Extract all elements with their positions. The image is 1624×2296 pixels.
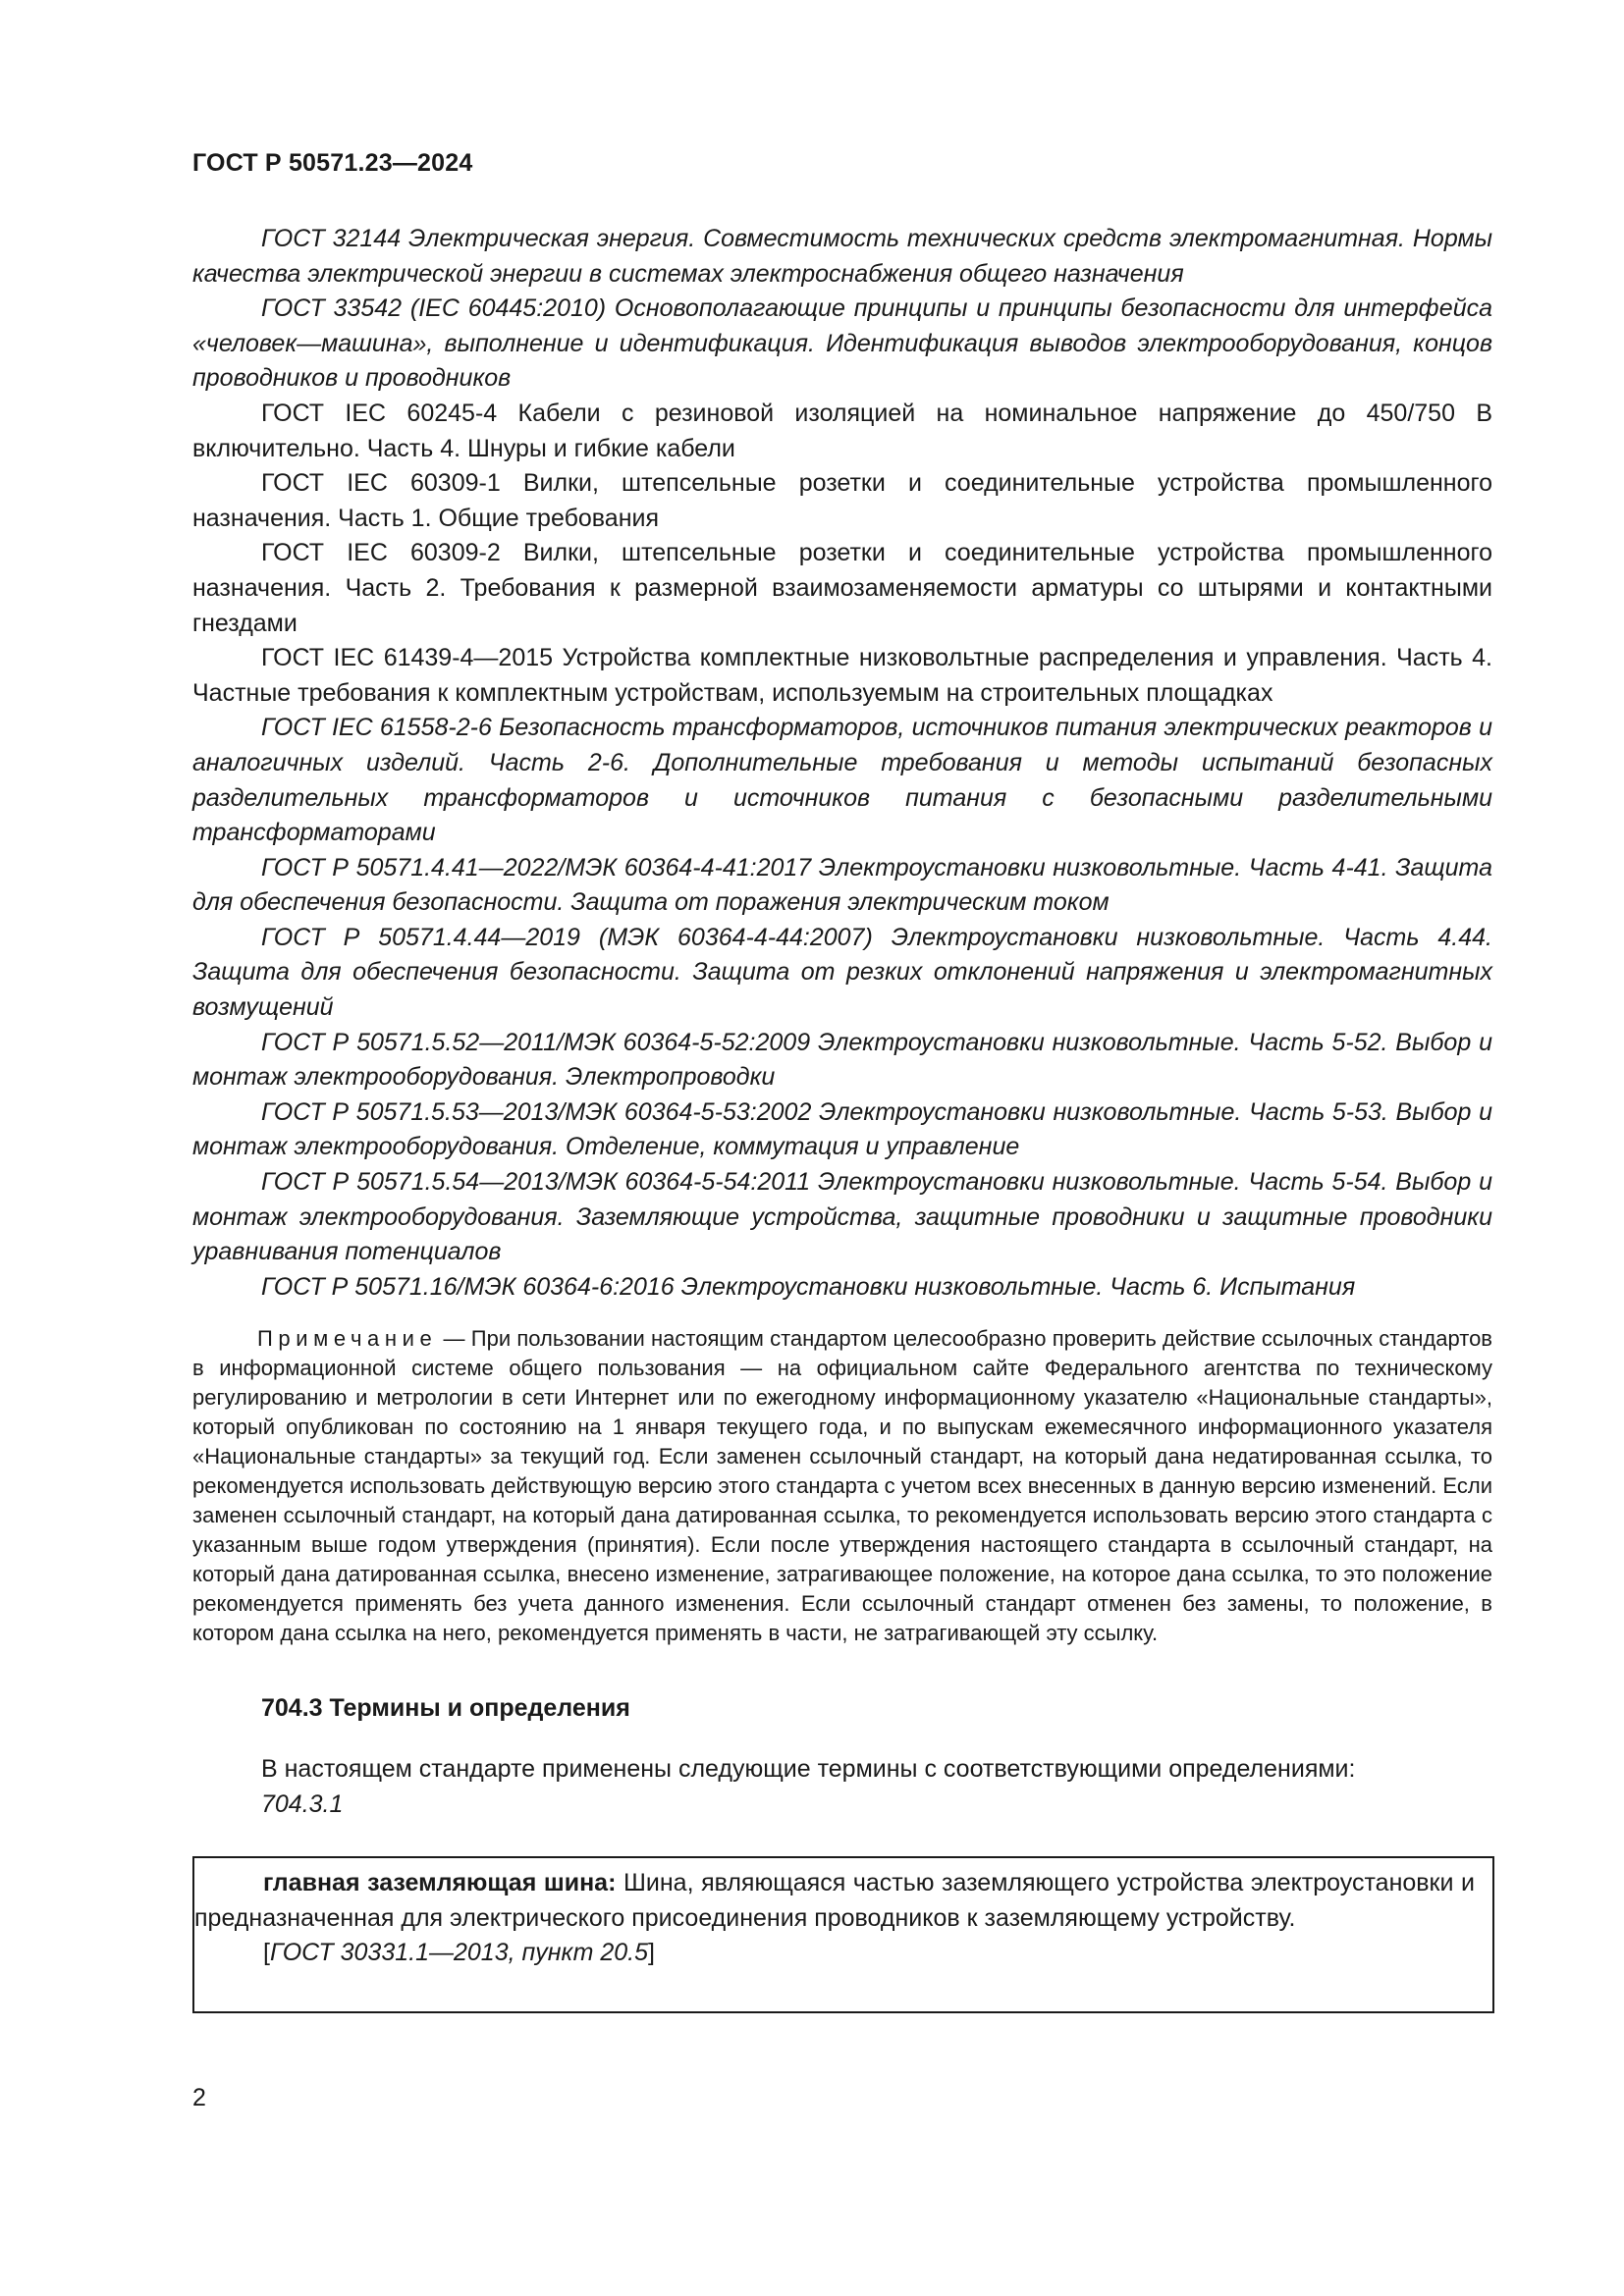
reference-item: ГОСТ Р 50571.16/МЭК 60364-6:2016 Электроустановки низковольтные. Часть 6. Испытания (261, 1272, 1356, 1301)
reference-item: ГОСТ Р 50571.5.53—2013/МЭК 60364-5-53:2002 Электроустановки низковольтные. Часть 5-53. Выбор и монтаж электрооборудования. Отделение, коммутация и управление (192, 1097, 1492, 1161)
source-close-bracket: ] (648, 1939, 655, 1967)
source-reference: ГОСТ 30331.1—2013, пункт 20.5 (269, 1939, 649, 1967)
reference-item: ГОСТ Р 50571.5.52—2011/МЭК 60364-5-52:2009 Электроустановки низковольтные. Часть 5-52. Выбор и монтаж электрооборудования. Электропроводки (192, 1028, 1492, 1092)
page-number: 2 (192, 2084, 206, 2111)
reference-item: ГОСТ IEC 60309-1 Вилки, штепсельные розетки и соединительные устройства промышленного назначения. Часть 1. Общие требования (192, 469, 1492, 532)
term-number: 704.3.1 (261, 1789, 344, 1818)
main-content (192, 222, 1492, 1822)
reference-item: ГОСТ Р 50571.4.44—2019 (МЭК 60364-4-44:2007) Электроустановки низковольтные. Часть 4.44. Защита для обеспечения безопасности. Защита от резких отклонений напряжения и электромагнитных возмущений (192, 923, 1492, 1022)
document-header: ГОСТ Р 50571.23—2024 (192, 149, 473, 177)
definition-term: главная заземляющая шина: (263, 1869, 617, 1896)
source-open-bracket: [ (263, 1939, 270, 1967)
reference-item: ГОСТ Р 50571.5.54—2013/МЭК 60364-5-54:2011 Электроустановки низковольтные. Часть 5-54. Выбор и монтаж электрооборудования. Заземляющие устройства, защитные проводники и защитные проводники уравнивания потенциалов (192, 1168, 1492, 1266)
reference-item: ГОСТ IEC 60245-4 Кабели с резиновой изоляцией на номинальное напряжение до 450/750 В включительно. Часть 4. Шнуры и гибкие кабели (192, 399, 1492, 462)
reference-item: ГОСТ 33542 (IEC 60445:2010) Основополагающие принципы и принципы безопасности для интерфейса «человек—машина», выполнение и идентификация. Идентификация выводов электрооборудования, концов проводников и проводников (192, 294, 1492, 393)
section-title: 704.3 Термины и определения (261, 1694, 630, 1723)
reference-item: ГОСТ 32144 Электрическая энергия. Совместимость технических средств электромагнитная. Нормы качества электрической энергии в системах электроснабжения общего назначения (192, 225, 1492, 288)
reference-item: ГОСТ IEC 61558-2-6 Безопасность трансформаторов, источников питания электрических реакторов и аналогичных изделий. Часть 2-6. Дополнительные требования и методы испытаний безопасных разделительных трансформаторов и источников питания с безопасными разделительными трансформаторами (192, 714, 1492, 847)
definition-body: Шина, являющаяся частью заземляющего устройства электроустановки и предназначенная для электрического присоединения проводников к заземляющему устройству. (194, 1869, 1475, 1932)
reference-item: ГОСТ IEC 60309-2 Вилки, штепсельные розетки и соединительные устройства промышленного назначения. Часть 2. Требования к размерной взаимозаменяемости арматуры со штырями и контактными гнездами (192, 539, 1492, 637)
definition-box (192, 1856, 1494, 2013)
intro-text: В настоящем стандарте применены следующие термины с соответствующими определениями: (261, 1755, 1356, 1783)
references-list (192, 222, 1492, 1305)
section-intro (192, 1752, 1492, 1822)
note-label: Примечание (257, 1326, 438, 1352)
reference-item: ГОСТ IEC 61439-4—2015 Устройства комплектные низковольтные распределения и управления. Часть 4. Частные требования к комплектным устройствам, используемым на строительных площадках (192, 644, 1492, 707)
note-paragraph (192, 1324, 1492, 1648)
definition-source (263, 1936, 1475, 1971)
reference-item: ГОСТ Р 50571.4.41—2022/МЭК 60364-4-41:2017 Электроустановки низковольтные. Часть 4-41. Защита для обеспечения безопасности. Защита от поражения электрическим током (192, 853, 1492, 917)
definition-text (194, 1866, 1475, 1936)
note-text: — При пользовании настоящим стандартом целесообразно проверить действие ссылочных стандартов в информационной системе общего пользования — на официальном сайте Федерального агентства по техническому регулированию и метрологии в сети Интернет или по ежегодному информационному указателю «Национальные стандарты», который опубликован по состоянию на 1 января текущего года, и по выпускам ежемесячного информационного указателя «Национальные стандарты» за текущий год. Если заменен ссылочный стандарт, на который дана недатированная ссылка, то рекомендуется использовать действующую версию этого стандарта с учетом всех внесенных в данную версию изменений. Если заменен ссылочный стандарт, на который дана датированная ссылка, то рекомендуется использовать версию этого стандарта с указанным выше годом утверждения (принятия). Если после утверждения настоящего стандарта в ссылочный стандарт, на который дана датированная ссылка, внесено изменение, затрагивающее положение, на которое дана ссылка, то это положение рекомендуется применять без учета данного изменения. Если ссылочный стандарт отменен без замены, то положение, в котором дана ссылка на него, рекомендуется применять в части, не затрагивающей эту ссылку. (192, 1326, 1492, 1646)
